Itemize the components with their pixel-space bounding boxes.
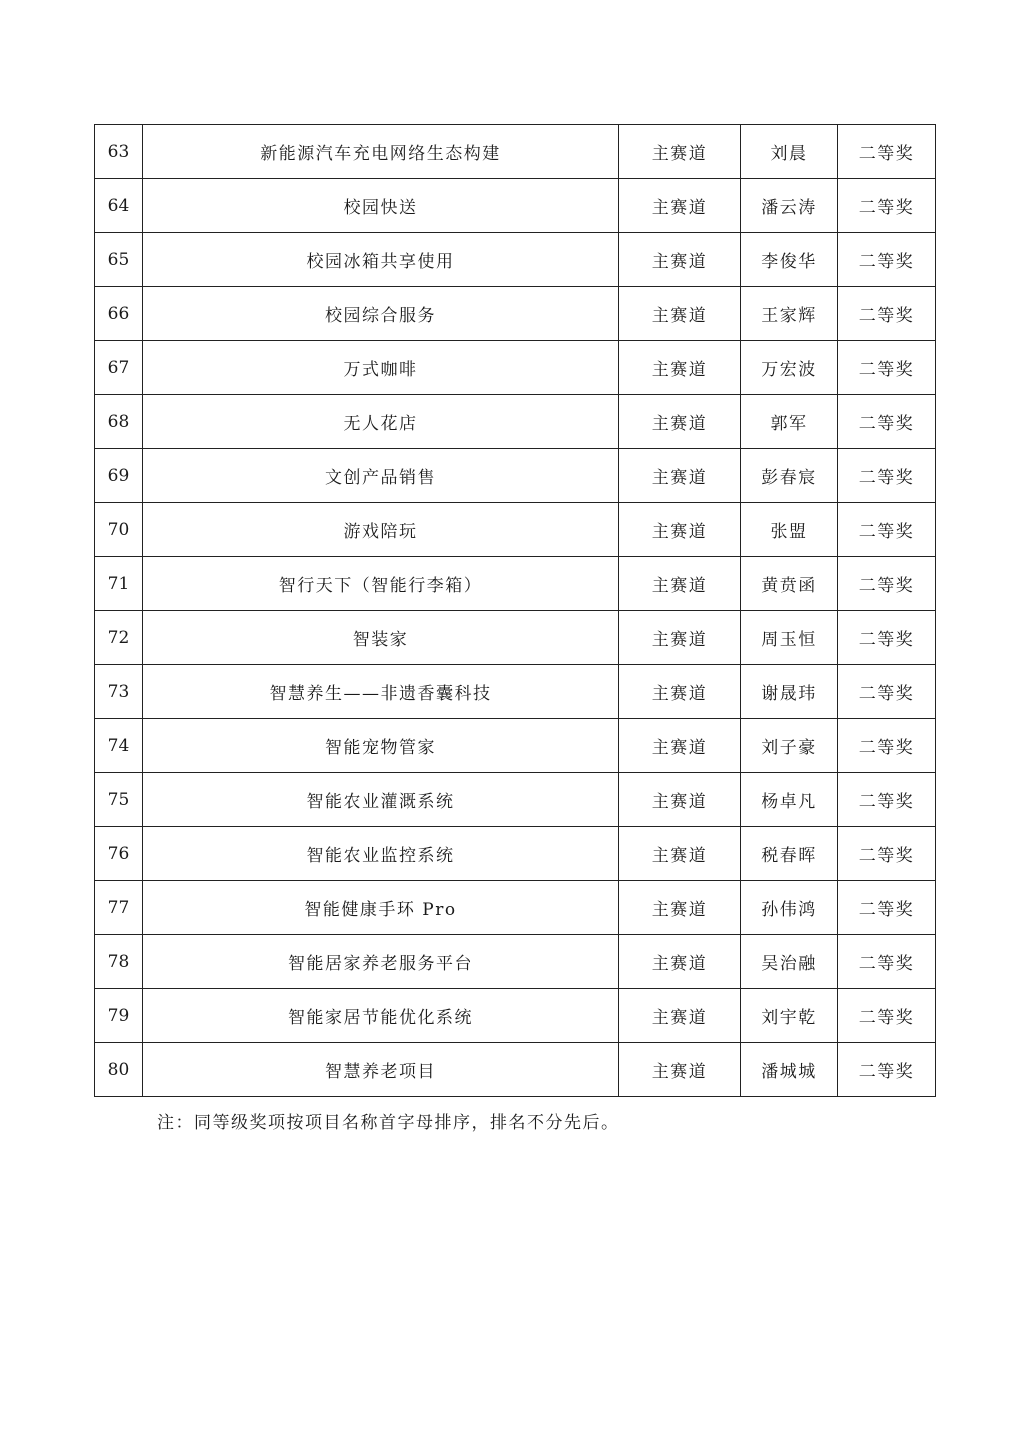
row-number: 80 xyxy=(95,1043,143,1097)
award-table xyxy=(94,124,936,1097)
award-level: 二等奖 xyxy=(838,827,936,881)
leader-name: 刘子豪 xyxy=(741,719,838,773)
track-name: 主赛道 xyxy=(619,395,741,449)
project-name: 校园冰箱共享使用 xyxy=(143,233,619,287)
leader-name: 黄贲函 xyxy=(741,557,838,611)
table-row xyxy=(95,1043,936,1097)
award-level: 二等奖 xyxy=(838,449,936,503)
table-row xyxy=(95,395,936,449)
track-name: 主赛道 xyxy=(619,935,741,989)
leader-name: 张盟 xyxy=(741,503,838,557)
award-table-body xyxy=(95,125,936,1097)
project-name: 智能农业灌溉系统 xyxy=(143,773,619,827)
table-row xyxy=(95,665,936,719)
row-number: 79 xyxy=(95,989,143,1043)
leader-name: 杨卓凡 xyxy=(741,773,838,827)
award-level: 二等奖 xyxy=(838,881,936,935)
track-name: 主赛道 xyxy=(619,287,741,341)
table-row xyxy=(95,503,936,557)
track-name: 主赛道 xyxy=(619,503,741,557)
award-level: 二等奖 xyxy=(838,179,936,233)
track-name: 主赛道 xyxy=(619,881,741,935)
table-note: 注：同等级奖项按项目名称首字母排序，排名不分先后。 xyxy=(157,1113,620,1133)
track-name: 主赛道 xyxy=(619,449,741,503)
project-name: 智慧养老项目 xyxy=(143,1043,619,1097)
award-level: 二等奖 xyxy=(838,989,936,1043)
table-row xyxy=(95,989,936,1043)
row-number: 77 xyxy=(95,881,143,935)
leader-name: 税春晖 xyxy=(741,827,838,881)
table-row xyxy=(95,881,936,935)
track-name: 主赛道 xyxy=(619,1043,741,1097)
leader-name: 彭春宸 xyxy=(741,449,838,503)
award-level: 二等奖 xyxy=(838,665,936,719)
project-name: 新能源汽车充电网络生态构建 xyxy=(143,125,619,179)
track-name: 主赛道 xyxy=(619,611,741,665)
row-number: 76 xyxy=(95,827,143,881)
leader-name: 刘宇乾 xyxy=(741,989,838,1043)
row-number: 71 xyxy=(95,557,143,611)
award-level: 二等奖 xyxy=(838,557,936,611)
award-level: 二等奖 xyxy=(838,1043,936,1097)
project-name: 智能宠物管家 xyxy=(143,719,619,773)
table-row xyxy=(95,341,936,395)
project-name: 智行天下（智能行李箱） xyxy=(143,557,619,611)
award-level: 二等奖 xyxy=(838,935,936,989)
row-number: 73 xyxy=(95,665,143,719)
award-level: 二等奖 xyxy=(838,341,936,395)
row-number: 64 xyxy=(95,179,143,233)
award-level: 二等奖 xyxy=(838,503,936,557)
track-name: 主赛道 xyxy=(619,827,741,881)
row-number: 75 xyxy=(95,773,143,827)
track-name: 主赛道 xyxy=(619,773,741,827)
track-name: 主赛道 xyxy=(619,557,741,611)
track-name: 主赛道 xyxy=(619,665,741,719)
table-row xyxy=(95,125,936,179)
award-level: 二等奖 xyxy=(838,233,936,287)
award-level: 二等奖 xyxy=(838,773,936,827)
project-name: 校园综合服务 xyxy=(143,287,619,341)
table-row xyxy=(95,233,936,287)
table-row xyxy=(95,611,936,665)
table-row xyxy=(95,287,936,341)
row-number: 70 xyxy=(95,503,143,557)
table-row xyxy=(95,449,936,503)
row-number: 72 xyxy=(95,611,143,665)
leader-name: 万宏波 xyxy=(741,341,838,395)
project-name: 游戏陪玩 xyxy=(143,503,619,557)
row-number: 65 xyxy=(95,233,143,287)
project-name: 文创产品销售 xyxy=(143,449,619,503)
project-name: 智装家 xyxy=(143,611,619,665)
leader-name: 周玉恒 xyxy=(741,611,838,665)
table-row xyxy=(95,935,936,989)
project-name: 智能家居节能优化系统 xyxy=(143,989,619,1043)
project-name: 无人花店 xyxy=(143,395,619,449)
project-name: 智能居家养老服务平台 xyxy=(143,935,619,989)
leader-name: 潘城城 xyxy=(741,1043,838,1097)
row-number: 69 xyxy=(95,449,143,503)
table-row xyxy=(95,557,936,611)
row-number: 63 xyxy=(95,125,143,179)
row-number: 67 xyxy=(95,341,143,395)
track-name: 主赛道 xyxy=(619,179,741,233)
leader-name: 吴治融 xyxy=(741,935,838,989)
leader-name: 王家辉 xyxy=(741,287,838,341)
table-row xyxy=(95,179,936,233)
table-row xyxy=(95,719,936,773)
track-name: 主赛道 xyxy=(619,341,741,395)
track-name: 主赛道 xyxy=(619,125,741,179)
leader-name: 孙伟鸿 xyxy=(741,881,838,935)
leader-name: 李俊华 xyxy=(741,233,838,287)
project-name: 智慧养生——非遗香囊科技 xyxy=(143,665,619,719)
table-row xyxy=(95,827,936,881)
track-name: 主赛道 xyxy=(619,989,741,1043)
track-name: 主赛道 xyxy=(619,233,741,287)
track-name: 主赛道 xyxy=(619,719,741,773)
award-level: 二等奖 xyxy=(838,287,936,341)
project-name: 智能农业监控系统 xyxy=(143,827,619,881)
row-number: 68 xyxy=(95,395,143,449)
project-name: 万式咖啡 xyxy=(143,341,619,395)
leader-name: 谢晟玮 xyxy=(741,665,838,719)
row-number: 74 xyxy=(95,719,143,773)
leader-name: 郭军 xyxy=(741,395,838,449)
table-row xyxy=(95,773,936,827)
project-name: 校园快送 xyxy=(143,179,619,233)
row-number: 78 xyxy=(95,935,143,989)
project-name: 智能健康手环 Pro xyxy=(143,881,619,935)
row-number: 66 xyxy=(95,287,143,341)
award-level: 二等奖 xyxy=(838,395,936,449)
award-level: 二等奖 xyxy=(838,125,936,179)
leader-name: 刘晨 xyxy=(741,125,838,179)
award-level: 二等奖 xyxy=(838,611,936,665)
award-level: 二等奖 xyxy=(838,719,936,773)
leader-name: 潘云涛 xyxy=(741,179,838,233)
